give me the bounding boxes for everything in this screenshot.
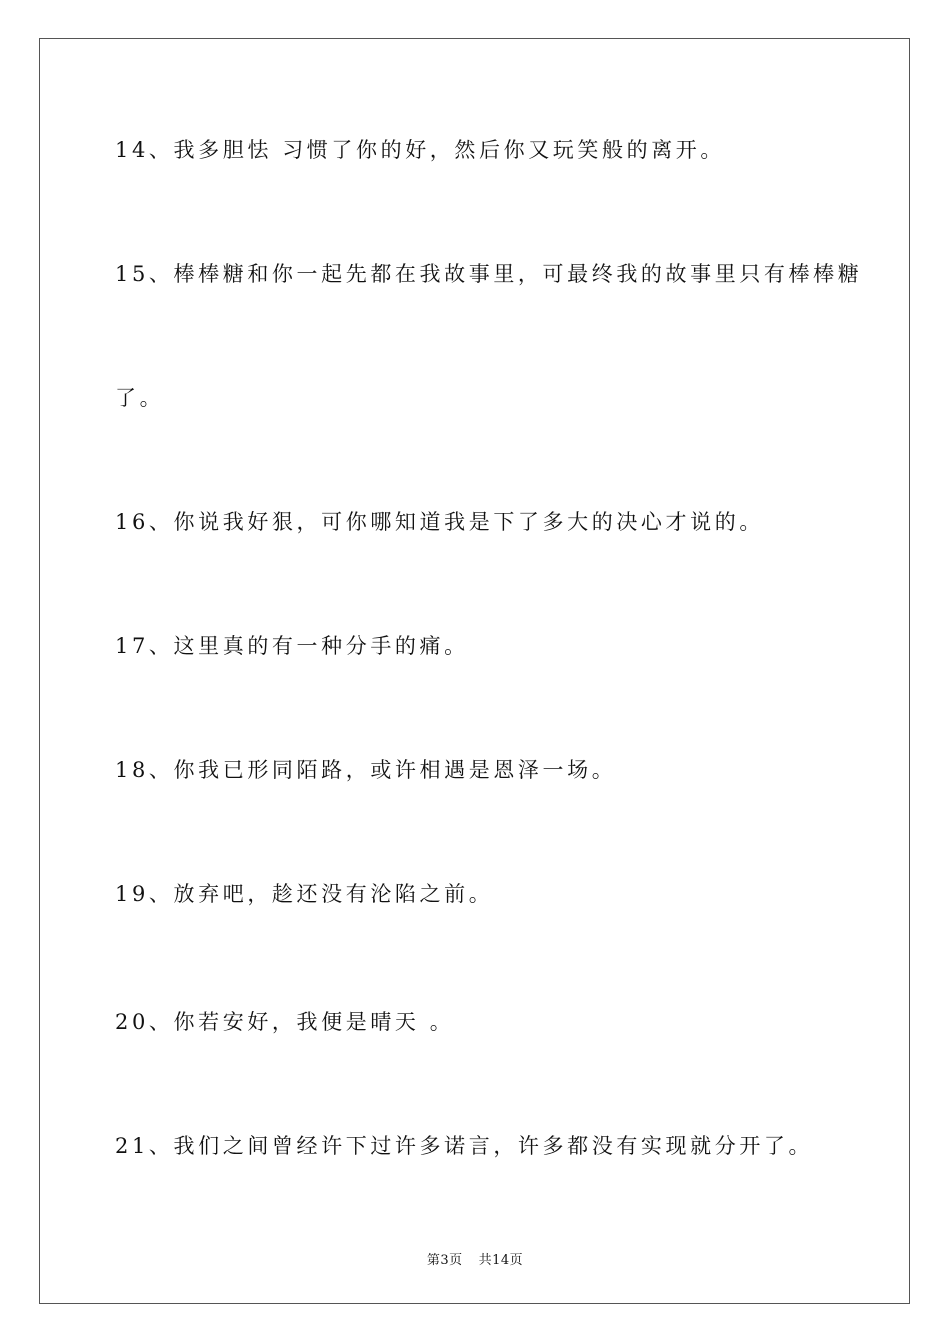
page-number: 第3页: [426, 1253, 463, 1268]
text-line-16: 16、你说我好狠，可你哪知道我是下了多大的决心才说的。: [115, 510, 764, 534]
page-total: 共14页: [478, 1253, 524, 1268]
page-frame: [39, 38, 910, 1304]
text-line-18: 18、你我已形同陌路，或许相遇是恩泽一场。: [115, 758, 617, 782]
text-line-17: 17、这里真的有一种分手的痛。: [115, 634, 469, 658]
text-line-19: 19、放弃吧，趁还没有沦陷之前。: [115, 882, 494, 906]
text-line-21: 21、我们之间曾经许下过许多诺言，许多都没有实现就分开了。: [115, 1134, 814, 1158]
page-footer: [0, 1249, 950, 1268]
text-line-20: 20、你若安好，我便是晴天 。: [115, 1010, 455, 1034]
text-line-15-continued: 了。: [115, 386, 165, 410]
text-line-14: 14、我多胆怯 习惯了你的好，然后你又玩笑般的离开。: [115, 138, 725, 162]
text-line-15: 15、棒棒糖和你一起先都在我故事里，可最终我的故事里只有棒棒糖: [115, 262, 863, 286]
